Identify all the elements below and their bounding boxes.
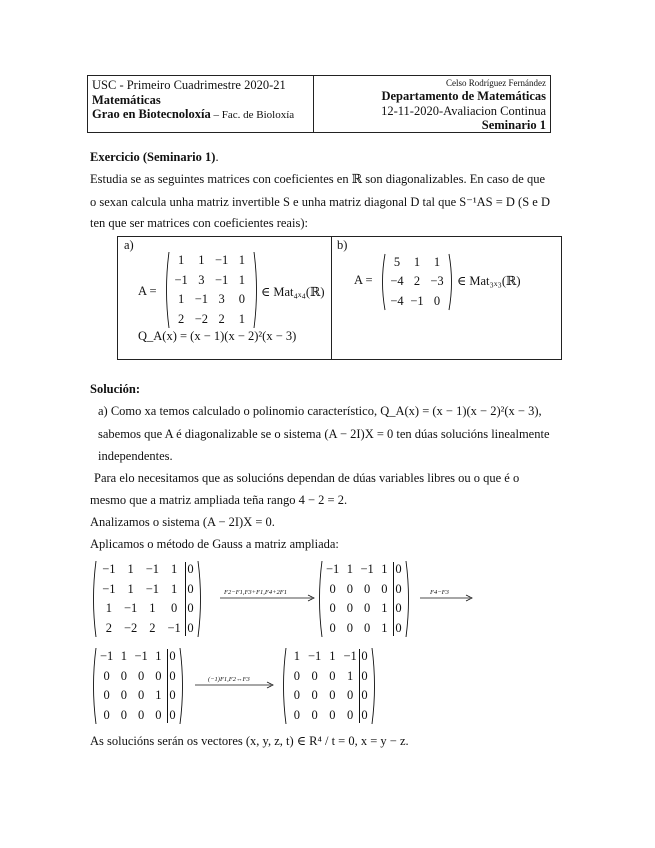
matrix-a-suffix: ∈ Mat₄ₓ₄(ℝ) — [261, 285, 325, 299]
matrix-a — [163, 251, 260, 329]
solution-line-6: Analizamos o sistema (A − 2I)X = 0. — [90, 515, 275, 529]
matrix-cell: 0 — [346, 601, 353, 615]
matrix-cell: 1 — [293, 649, 300, 663]
matrix-cell: 1 — [127, 581, 134, 596]
matrix-cell: 2 — [149, 620, 156, 635]
matrix-cell: −1 — [307, 649, 322, 663]
matrix-b — [379, 253, 455, 311]
matrix-cell: 0 — [238, 292, 245, 306]
matrix-cell: −1 — [214, 272, 229, 287]
augmented-cell: 0 — [395, 581, 402, 596]
header-right — [314, 76, 550, 132]
matrix-cell: 0 — [120, 707, 127, 722]
matrix-cell: 0 — [329, 581, 336, 596]
augmented-cell: 0 — [361, 668, 368, 683]
augmented-separator — [359, 649, 360, 723]
matrix-cell: 0 — [103, 688, 110, 702]
matrix-cell: 0 — [103, 707, 110, 722]
matrix-cell: 1 — [171, 581, 178, 596]
matrix-cell: 0 — [293, 688, 300, 702]
header-box — [87, 75, 551, 133]
augmented-cell: 0 — [361, 649, 368, 663]
part-b-label: b) — [337, 238, 348, 252]
header-left — [88, 76, 314, 132]
matrix-cell: 1 — [346, 562, 353, 576]
matrix-cell: 0 — [138, 668, 145, 683]
augmented-cell: 0 — [187, 620, 194, 635]
solution-conclusion: As solucións serán os vectores (x, y, z, t) ∈ R⁴ / t = 0, x = y − z. — [90, 734, 409, 748]
augmented-matrix-3 — [90, 647, 186, 725]
matrix-cell: −1 — [360, 562, 374, 576]
matrix-cell: 2 — [218, 311, 225, 326]
exercise-text-1: Estudia se as seguintes matrices con coeficientes en ℝ son diagonalizables. En caso de que — [90, 172, 546, 186]
augmented-separator — [185, 562, 186, 636]
augmented-matrix-1 — [90, 560, 204, 638]
matrix-cell: 0 — [346, 581, 353, 596]
matrix-cell: −4 — [390, 293, 404, 308]
augmented-cell: 0 — [187, 601, 194, 615]
matrix-cell: 1 — [120, 649, 127, 663]
step-3-arrow — [195, 681, 275, 689]
matrix-cell: 1 — [149, 601, 156, 615]
matrix-cell: 0 — [346, 620, 353, 635]
matrix-cell: 0 — [155, 707, 162, 722]
matrix-cell: 1 — [381, 601, 388, 615]
augmented-cell: 0 — [169, 688, 176, 702]
exercise-title: Exercicio (Seminario 1). — [90, 150, 219, 164]
step-2-label: F4−F3 — [430, 589, 449, 596]
matrix-cell: 0 — [138, 707, 145, 722]
matrix-cell: −1 — [167, 620, 181, 635]
matrix-cell: 1 — [433, 255, 441, 269]
augmented-cell: 0 — [395, 562, 402, 576]
matrix-cell: 1 — [381, 562, 388, 576]
left-parenthesis — [94, 561, 97, 637]
matrix-cell: 1 — [238, 311, 245, 326]
matrix-cell: −2 — [194, 311, 209, 326]
matrix-cell: −1 — [99, 649, 114, 663]
matrix-cell: 0 — [311, 688, 318, 702]
matrix-cell: −1 — [145, 581, 160, 596]
matrix-a-prefix: A = — [138, 284, 157, 298]
solution-line-7: Aplicamos o método de Gauss a matriz ampliada: — [90, 537, 339, 551]
augmented-cell: 0 — [395, 601, 402, 615]
matrix-cell: 1 — [178, 292, 185, 306]
step-2-arrow — [420, 594, 474, 602]
matrix-cell: 0 — [155, 668, 162, 683]
header-degree: Grao en Biotecnoloxía – Fac. de Bioloxía — [92, 107, 295, 121]
left-parenthesis — [167, 252, 170, 328]
matrix-cell: 0 — [171, 601, 178, 615]
solution-line-2: sabemos que A é diagonalizable se o sistema (A − 2I)X = 0 ten dúas solucións linealmente — [98, 427, 550, 441]
matrix-cell: −1 — [174, 272, 188, 287]
matrix-cell: 1 — [329, 649, 336, 663]
matrix-cell: 0 — [120, 688, 127, 702]
solution-line-1: a) Como xa temos calculado o polinomio característico, Q_A(x) = (x − 1)(x − 2)²(x − 3), — [98, 404, 542, 418]
matrix-cell: 1 — [105, 601, 112, 615]
matrix-cell: −1 — [325, 562, 340, 576]
matrix-cell: 0 — [138, 688, 145, 702]
matrix-cell: −4 — [390, 274, 404, 289]
matrix-cell: 1 — [127, 562, 134, 576]
matrix-cell: −1 — [343, 649, 357, 663]
matrix-cell: −1 — [123, 601, 138, 615]
matrix-cell: 1 — [198, 253, 205, 267]
matrix-cell: −1 — [102, 562, 116, 576]
matrix-cell: 0 — [364, 620, 371, 635]
matrix-cell: 1 — [381, 620, 388, 635]
solution-line-3: independentes. — [98, 449, 173, 463]
step-1-label: F2−F1,F3+F1,F4+2F1 — [224, 589, 287, 596]
matrix-cell: 0 — [329, 620, 336, 635]
left-parenthesis — [94, 648, 97, 724]
augmented-cell: 0 — [169, 668, 176, 683]
header-author: Celso Rodríguez Fernández — [446, 78, 546, 88]
header-date: 12-11-2020-Avaliacion Continua — [381, 103, 546, 118]
augmented-cell: 0 — [169, 707, 176, 722]
matrix-cell: 0 — [293, 707, 300, 722]
right-parenthesis — [406, 561, 409, 637]
matrix-b-suffix: ∈ Mat₃ₓ₃(ℝ) — [457, 274, 521, 288]
matrix-cell: 1 — [155, 649, 162, 663]
matrix-cell: 0 — [433, 293, 441, 308]
matrix-cell: −1 — [214, 253, 229, 267]
augmented-cell: 0 — [187, 562, 194, 576]
matrix-cell: 0 — [293, 668, 300, 683]
matrix-cell: 0 — [347, 707, 354, 722]
augmented-cell: 0 — [395, 620, 402, 635]
matrix-cell: 2 — [178, 311, 185, 326]
step-3-label: (−1)F1,F2↔F3 — [208, 676, 250, 683]
left-parenthesis — [284, 648, 287, 724]
header-subject: Matemáticas — [92, 92, 161, 107]
matrix-cell: 0 — [329, 688, 336, 702]
matrix-cell: 0 — [103, 668, 110, 683]
matrix-cell: 0 — [347, 688, 354, 702]
matrix-cell: −1 — [145, 562, 160, 576]
matrix-cell: 0 — [311, 668, 318, 683]
right-parenthesis — [449, 254, 452, 310]
augmented-matrix-4 — [280, 647, 378, 725]
left-parenthesis — [320, 561, 323, 637]
augmented-cell: 0 — [187, 581, 194, 596]
step-1-arrow — [220, 594, 316, 602]
matrix-cell: 0 — [329, 601, 336, 615]
problem-box — [117, 236, 562, 360]
augmented-matrix-2 — [316, 560, 412, 638]
matrix-cell: 1 — [238, 253, 245, 267]
matrix-cell: 0 — [329, 707, 336, 722]
augmented-separator — [393, 562, 394, 636]
augmented-cell: 0 — [361, 688, 368, 702]
matrix-cell: 1 — [413, 255, 421, 269]
matrix-cell: 1 — [178, 253, 185, 267]
matrix-cell: 3 — [198, 272, 205, 287]
header-department: Departamento de Matemáticas — [381, 89, 546, 103]
matrix-cell: −1 — [102, 581, 116, 596]
matrix-cell: 0 — [364, 601, 371, 615]
matrix-cell: 2 — [105, 620, 112, 635]
right-parenthesis — [180, 648, 183, 724]
matrix-cell: 5 — [393, 255, 401, 269]
matrix-cell: −1 — [410, 293, 424, 308]
right-parenthesis — [254, 252, 257, 328]
solution-line-4: Para elo necesitamos que as solucións dependan de dúas variables libres ou o que é o — [94, 471, 520, 485]
matrix-cell: 2 — [413, 274, 421, 289]
problem-box-divider — [331, 237, 332, 359]
left-parenthesis — [383, 254, 386, 310]
matrix-cell: 3 — [218, 292, 225, 306]
matrix-cell: 0 — [329, 668, 336, 683]
matrix-cell: 1 — [155, 688, 162, 702]
matrix-cell: 0 — [311, 707, 318, 722]
matrix-cell: 0 — [120, 668, 127, 683]
header-seminar: Seminario 1 — [481, 118, 546, 132]
characteristic-polynomial: Q_A(x) = (x − 1)(x − 2)²(x − 3) — [138, 329, 297, 343]
right-parenthesis — [372, 648, 375, 724]
exercise-text-2: o sexan calcula unha matriz invertible S e unha matriz diagonal D tal que S⁻¹AS = D (S e D — [90, 195, 550, 209]
matrix-cell: −1 — [134, 649, 148, 663]
matrix-b-prefix: A = — [354, 273, 373, 287]
part-a-label: a) — [124, 238, 134, 252]
augmented-cell: 0 — [169, 649, 176, 663]
augmented-separator — [167, 649, 168, 723]
augmented-cell: 0 — [361, 707, 368, 722]
right-parenthesis — [198, 561, 201, 637]
solution-line-5: mesmo que a matriz ampliada teña rango 4 − 2 = 2. — [90, 493, 348, 507]
matrix-cell: −1 — [194, 292, 209, 306]
matrix-cell: 1 — [238, 272, 245, 287]
header-course-term: USC - Primeiro Cuadrimestre 2020-21 — [92, 78, 286, 92]
solution-title: Solución: — [90, 382, 141, 396]
matrix-cell: 1 — [171, 562, 178, 576]
matrix-cell: −3 — [430, 274, 444, 289]
matrix-cell: 1 — [347, 668, 354, 683]
matrix-cell: 0 — [364, 581, 371, 596]
exercise-text-3: ten que ser matrices con coeficientes reais): — [90, 216, 308, 230]
matrix-cell: −2 — [123, 620, 138, 635]
matrix-cell: 0 — [381, 581, 388, 596]
